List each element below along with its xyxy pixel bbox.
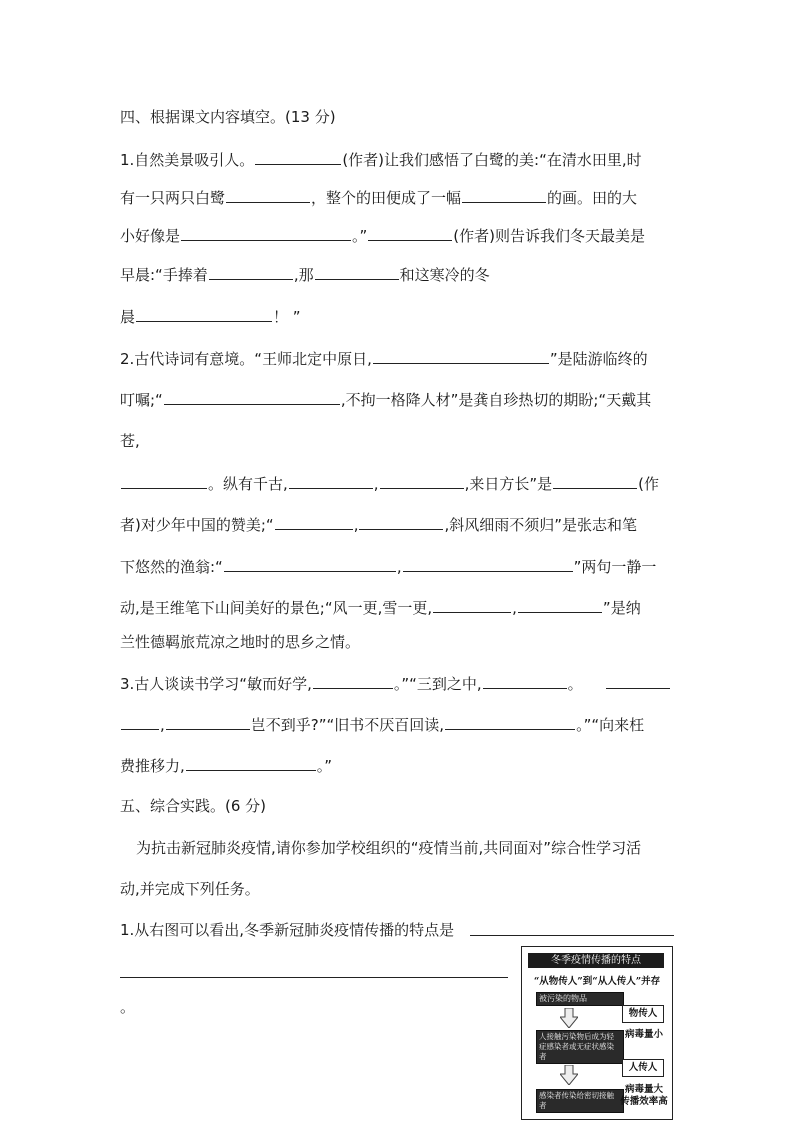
infected-person-box: 人接触污染物后成为轻症感染者或无症状感染者 bbox=[536, 1030, 624, 1064]
blank-field[interactable] bbox=[606, 688, 670, 689]
blank-field[interactable] bbox=[181, 225, 351, 241]
q1-text: 小好像是 bbox=[120, 227, 181, 245]
infographic-title: 冬季疫情传播的特点 bbox=[528, 953, 664, 968]
q2-text: , bbox=[373, 475, 379, 493]
blank-field[interactable] bbox=[403, 556, 573, 572]
q2-line-4 bbox=[120, 473, 659, 494]
infographic-subtitle: “从物传人”到“从人传人”并存 bbox=[533, 976, 661, 987]
q1-line-2 bbox=[120, 187, 637, 208]
blank-field[interactable] bbox=[226, 187, 310, 203]
q3-text: 。”“三到之中, bbox=[393, 675, 482, 693]
q1-line-4 bbox=[120, 264, 490, 285]
q2-text: ”两句一静一 bbox=[573, 558, 657, 576]
blank-field[interactable] bbox=[275, 514, 353, 530]
q2-text: 。纵有千古, bbox=[208, 475, 288, 493]
q1-text: (作者)则告诉我们冬天最美是 bbox=[453, 227, 646, 245]
low-viral-load-note: 病毒量小 bbox=[624, 1029, 663, 1040]
q1-text: ,那 bbox=[293, 266, 314, 284]
q2-text: 兰性德羁旅荒凉之地时的思乡之情。 bbox=[120, 633, 361, 651]
q2-text: (作 bbox=[638, 475, 659, 493]
transmission-infographic bbox=[521, 946, 673, 1120]
high-viral-load-note bbox=[616, 1084, 672, 1108]
blank-field[interactable] bbox=[380, 473, 464, 489]
practice-question-1: 1.从右图可以看出,冬季新冠肺炎疫情传播的特点是 bbox=[120, 921, 455, 939]
q3-text: 费推移力, bbox=[120, 757, 185, 775]
q1-text: 1.自然美景吸引人。 bbox=[120, 151, 255, 169]
q3-line-3 bbox=[120, 755, 332, 776]
q1-text: 和这寒冷的冬 bbox=[399, 266, 490, 284]
blank-field[interactable] bbox=[164, 389, 340, 405]
q3-line-1 bbox=[120, 673, 583, 694]
blank-field[interactable] bbox=[368, 225, 452, 241]
q3-text: 岂不到乎?”“旧书不厌百回读, bbox=[250, 716, 445, 734]
q1-text: ！ ” bbox=[273, 308, 301, 326]
q2-line-1 bbox=[120, 348, 648, 369]
q2-text: 叮嘱;“ bbox=[120, 391, 163, 409]
blank-field[interactable] bbox=[136, 306, 272, 322]
q3-text: 。 bbox=[567, 675, 583, 693]
contaminated-items-box: 被污染的物品 bbox=[536, 992, 624, 1006]
q1-text: 。” bbox=[352, 227, 368, 245]
blank-field[interactable] bbox=[255, 149, 341, 165]
blank-field[interactable] bbox=[433, 597, 511, 613]
q2-text: ,不拘一格降人材”是龚自珍热切的期盼;“天戴其 bbox=[340, 391, 652, 409]
q2-line-3 bbox=[120, 431, 140, 451]
blank-field[interactable] bbox=[373, 348, 549, 364]
blank-field[interactable] bbox=[553, 473, 637, 489]
q1-text: 有一只两只白鹭 bbox=[120, 189, 226, 207]
q2-text: 苍, bbox=[120, 432, 140, 450]
down-arrow-icon bbox=[560, 1065, 578, 1085]
blank-field[interactable] bbox=[209, 264, 293, 280]
q2-text: 2.古代诗词有意境。“王师北定中原日, bbox=[120, 350, 372, 368]
q2-text: , bbox=[396, 558, 402, 576]
blank-field[interactable] bbox=[224, 556, 396, 572]
q2-text: ”是陆游临终的 bbox=[549, 350, 648, 368]
section-four-heading: 四、根据课文内容填空。(13 分) bbox=[120, 108, 336, 126]
q2-text: ”是纳 bbox=[602, 599, 641, 617]
q1-text: ，整个的田便成了一幅 bbox=[311, 189, 462, 207]
section-five-heading: 五、综合实践。(6 分) bbox=[120, 797, 267, 815]
q2-line-6 bbox=[120, 556, 656, 577]
blank-field[interactable] bbox=[359, 514, 443, 530]
q3-text: 3.古人谈读书学习“敏而好学, bbox=[120, 675, 312, 693]
close-contact-box: 感染者传染给密切接触者 bbox=[536, 1089, 624, 1113]
blank-field[interactable] bbox=[121, 473, 207, 489]
blank-field[interactable] bbox=[289, 473, 373, 489]
q2-text: 下悠然的渔翁:“ bbox=[120, 558, 223, 576]
answer-end-mark: 。 bbox=[120, 998, 136, 1016]
q3-text: 。”“向来枉 bbox=[576, 716, 645, 734]
section-five-intro-1: 为抗击新冠肺炎疫情,请你参加学校组织的“疫情当前,共同面对”综合性学习活 bbox=[136, 839, 642, 857]
q1-text: 早晨:“手捧着 bbox=[120, 266, 208, 284]
blank-field[interactable] bbox=[483, 673, 567, 689]
q3-text: , bbox=[160, 716, 165, 734]
section-five-intro-2: 动,并完成下列任务。 bbox=[120, 880, 260, 898]
high-viral-load-text: 病毒量大 bbox=[624, 1084, 663, 1095]
blank-field[interactable] bbox=[166, 714, 250, 730]
q1-line-1 bbox=[120, 149, 642, 170]
blank-field[interactable] bbox=[445, 714, 575, 730]
blank-field[interactable] bbox=[518, 597, 602, 613]
q3-line-2 bbox=[120, 714, 644, 735]
object-to-person-label: 物传人 bbox=[622, 1005, 664, 1023]
blank-field[interactable] bbox=[315, 264, 399, 280]
blank-field[interactable] bbox=[462, 187, 546, 203]
q2-text: 者)对少年中国的赞美;“ bbox=[120, 516, 274, 534]
answer-line[interactable] bbox=[470, 935, 674, 936]
q1-line-3 bbox=[120, 225, 645, 246]
q2-text: ,斜风细雨不须归”是张志和笔 bbox=[444, 516, 638, 534]
q2-line-2 bbox=[120, 389, 651, 410]
answer-line[interactable] bbox=[120, 977, 508, 978]
q1-text: 晨 bbox=[120, 308, 136, 326]
q2-line-5 bbox=[120, 514, 637, 535]
q2-line-8 bbox=[120, 632, 360, 652]
q2-text: , bbox=[512, 599, 517, 617]
q2-text: 动,是王维笔下山间美好的景色;“风一更,雪一更, bbox=[120, 599, 433, 617]
q2-text: , bbox=[353, 516, 359, 534]
q1-text: (作者)让我们感悟了白鹭的美:“在清水田里,时 bbox=[342, 151, 642, 169]
high-efficiency-text: 传播效率高 bbox=[620, 1096, 668, 1107]
blank-field[interactable] bbox=[121, 714, 159, 730]
q2-line-7 bbox=[120, 597, 641, 618]
q2-text: ,来日方长”是 bbox=[464, 475, 553, 493]
down-arrow-icon bbox=[560, 1008, 578, 1028]
person-to-person-label: 人传人 bbox=[622, 1059, 664, 1077]
blank-field[interactable] bbox=[186, 755, 316, 771]
blank-field[interactable] bbox=[313, 673, 393, 689]
q1-line-5 bbox=[120, 306, 301, 327]
q1-text: 的画。田的大 bbox=[547, 189, 638, 207]
q3-text: 。” bbox=[316, 757, 333, 775]
